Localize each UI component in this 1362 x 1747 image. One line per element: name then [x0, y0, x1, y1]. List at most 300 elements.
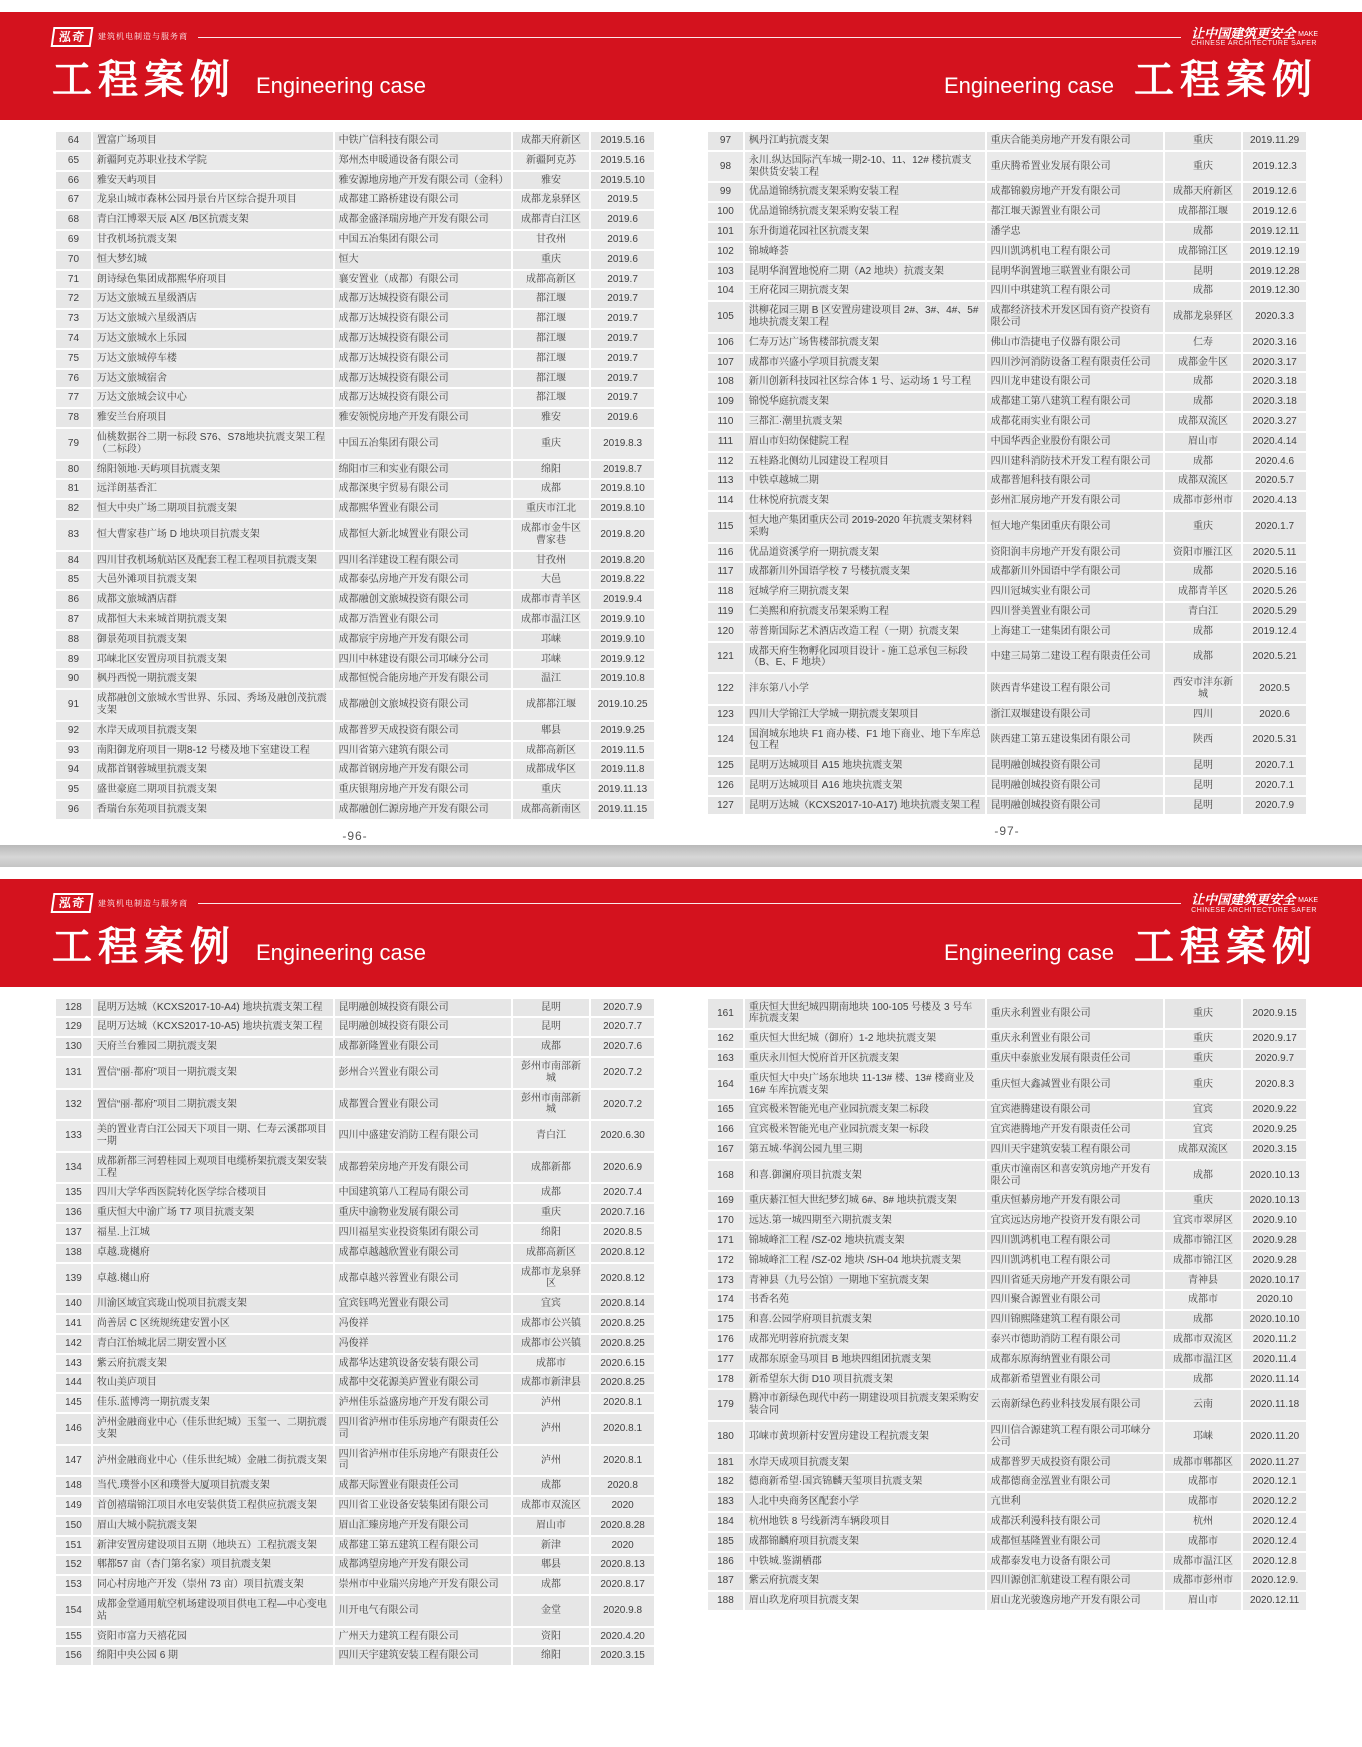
cell-project: 宜宾极米智能光电产业园抗震支架一标段	[745, 1121, 987, 1139]
engineering-case-table-left	[56, 997, 654, 1667]
cell-location: 重庆	[1165, 132, 1243, 150]
cell-company: 亢世利	[987, 1493, 1165, 1511]
cell-company: 成都中交花源美庐置业有限公司	[335, 1374, 513, 1392]
cell-location: 昆明	[1165, 777, 1243, 795]
cell-number: 100	[708, 203, 745, 221]
table-row	[708, 726, 1306, 756]
cell-project: 泸州金融商业中心（佳乐世纪城）金融二街抗震支架	[93, 1446, 335, 1476]
cell-project: 成都融创文旅城水雪世界、乐园、秀场及融创茂抗震支架	[93, 690, 335, 720]
table-row	[708, 334, 1306, 352]
table-row	[708, 1161, 1306, 1191]
slogan-cn-text: 让中国建筑更安全	[1191, 25, 1296, 41]
cell-project: 新希望东大街 D10 项目抗震支架	[745, 1371, 987, 1389]
table-row	[708, 1311, 1306, 1329]
cell-number: 120	[708, 623, 745, 641]
cell-project: 昆明万达城项目 A15 地块抗震支架	[745, 757, 987, 775]
cell-date: 2019.12.3	[1243, 152, 1306, 182]
cell-company: 成都卓越兴蓉置业有限公司	[335, 1264, 513, 1294]
cell-company: 重庆恒綦房地产开发有限公司	[987, 1192, 1165, 1210]
cell-location: 成都都江堰	[513, 690, 591, 720]
cell-company: 成都泰发电力设备有限公司	[987, 1553, 1165, 1571]
cell-number: 80	[56, 461, 93, 479]
table-row	[708, 1331, 1306, 1349]
cell-number: 123	[708, 706, 745, 724]
slogan-english: CHINESE ARCHITECTURE SAFER	[1191, 906, 1317, 914]
cell-date: 2020.6	[1243, 706, 1306, 724]
cell-number: 76	[56, 370, 93, 388]
cell-location: 重庆	[513, 429, 591, 459]
cell-number: 128	[56, 999, 93, 1017]
cell-number: 92	[56, 722, 93, 740]
cell-company: 成都万达城投资有限公司	[335, 350, 513, 368]
cell-number: 84	[56, 552, 93, 570]
cell-location: 温江	[513, 670, 591, 688]
cell-project: 杭州地铁 8 号线新湾车辆段项目	[745, 1513, 987, 1531]
cell-date: 2020.8.28	[591, 1517, 654, 1535]
cell-date: 2020.8.17	[591, 1576, 654, 1594]
cell-number: 180	[708, 1422, 745, 1452]
cell-location: 成都高新区	[513, 271, 591, 289]
cell-company: 成都置合置业有限公司	[335, 1090, 513, 1120]
cell-project: 朗诗绿色集团成都熙华府项目	[93, 271, 335, 289]
cell-date: 2019.7	[591, 370, 654, 388]
cell-number: 154	[56, 1596, 93, 1626]
cell-company: 四川中林建设有限公司邛崃分公司	[335, 651, 513, 669]
cell-date: 2020.4.20	[591, 1628, 654, 1646]
cell-location: 都江堰	[513, 370, 591, 388]
table-row	[708, 203, 1306, 221]
cell-date: 2020.7.6	[591, 1038, 654, 1056]
cell-location: 金堂	[513, 1596, 591, 1626]
cell-project: 盛世豪庭二期项目抗震支架	[93, 781, 335, 799]
cell-project: 甘孜机场抗震支架	[93, 231, 335, 249]
cell-number: 82	[56, 500, 93, 518]
table-row	[708, 623, 1306, 641]
table-row	[708, 1030, 1306, 1048]
cell-company: 四川凯鸿机电工程有限公司	[987, 243, 1165, 261]
cell-company: 四川省延天房地产开发有限公司	[987, 1272, 1165, 1290]
cell-company: 成都熙华置业有限公司	[335, 500, 513, 518]
cell-number: 144	[56, 1374, 93, 1392]
cell-project: 四川甘孜机场航站区及配套工程工程项目抗震支架	[93, 552, 335, 570]
brand-logo: 泓奇	[51, 893, 94, 913]
cell-location: 昆明	[1165, 797, 1243, 815]
cell-company: 成都新隆置业有限公司	[335, 1038, 513, 1056]
table-row	[56, 172, 654, 190]
table-row	[56, 611, 654, 629]
cell-location: 成都市温江区	[1165, 1553, 1243, 1571]
cell-company: 宜宾港腾建设有限公司	[987, 1101, 1165, 1119]
cell-project: 四川大学锦江大学城一期抗震支架项目	[745, 706, 987, 724]
table-row	[56, 722, 654, 740]
cell-date: 2020.4.13	[1243, 492, 1306, 510]
table-row	[56, 231, 654, 249]
cell-number: 77	[56, 389, 93, 407]
table-row	[708, 263, 1306, 281]
cell-company: 成都万达城投资有限公司	[335, 290, 513, 308]
table-column-page97	[708, 130, 1306, 845]
cell-location: 成都市彭州市	[1165, 1572, 1243, 1590]
header-band	[0, 879, 1362, 987]
table-row	[56, 461, 654, 479]
cell-number: 161	[708, 999, 745, 1029]
cell-company: 资阳润丰房地产开发有限公司	[987, 544, 1165, 562]
cell-date: 2020.11.18	[1243, 1390, 1306, 1420]
table-row	[56, 1355, 654, 1373]
cell-date: 2019.11.5	[591, 742, 654, 760]
cell-number: 165	[708, 1101, 745, 1119]
cell-date: 2019.9.12	[591, 651, 654, 669]
cell-number: 72	[56, 290, 93, 308]
cell-location: 大邑	[513, 571, 591, 589]
cell-company: 成都经济技术开发区国有资产投资有限公司	[987, 302, 1165, 332]
cell-location: 成都	[513, 1477, 591, 1495]
cell-company: 成都融创文旅城投资有限公司	[335, 690, 513, 720]
cell-number: 129	[56, 1018, 93, 1036]
cell-project: 万达文旅城停车楼	[93, 350, 335, 368]
cell-number: 174	[708, 1291, 745, 1309]
table-row	[56, 1537, 654, 1555]
cell-date: 2019.6	[591, 409, 654, 427]
cell-date: 2020.3.15	[1243, 1141, 1306, 1159]
slogan-english: CHINESE ARCHITECTURE SAFER	[1191, 40, 1317, 48]
cell-date: 2019.10.8	[591, 670, 654, 688]
cell-project: 五桂路北侧幼儿园建设工程项目	[745, 453, 987, 471]
cell-company: 成都东原海纳置业有限公司	[987, 1351, 1165, 1369]
cell-company: 广州天力建筑工程有限公司	[335, 1628, 513, 1646]
cell-project: 龙泉山城市森林公园丹景台片区综合提升项目	[93, 191, 335, 209]
cell-company: 四川誉美置业有限公司	[987, 603, 1165, 621]
cell-date: 2020.5	[1243, 674, 1306, 704]
cell-number: 125	[708, 757, 745, 775]
cell-project: 洪柳花园三期 B 区安置房建设项目 2#、3#、4#、5# 地块抗震支架工程	[745, 302, 987, 332]
cell-project: 仙桃数据谷二期一标段 S76、S78地块抗震支架工程（二标段）	[93, 429, 335, 459]
page-title-en: Engineering case	[943, 73, 1114, 98]
cell-date: 2020.8.14	[591, 1295, 654, 1313]
brand-slogan	[1191, 893, 1318, 914]
cell-project: 腾冲市新绿色现代中药一期建设项目抗震支架采购安装合同	[745, 1390, 987, 1420]
cell-date: 2020.10.10	[1243, 1311, 1306, 1329]
cell-date: 2020.3.3	[1243, 302, 1306, 332]
cell-company: 宜宾港腾地产开发有限责任公司	[987, 1121, 1165, 1139]
cell-location: 西安市沣东新城	[1165, 674, 1243, 704]
cell-number: 185	[708, 1533, 745, 1551]
table-row	[708, 1533, 1306, 1551]
table-row	[708, 1371, 1306, 1389]
cell-location: 重庆	[513, 251, 591, 269]
cell-number: 93	[56, 742, 93, 760]
cell-number: 147	[56, 1446, 93, 1476]
cell-company: 中国五冶集团有限公司	[335, 429, 513, 459]
cell-date: 2020.12.4	[1243, 1513, 1306, 1531]
table-row	[56, 211, 654, 229]
cell-location: 成都双流区	[1165, 1141, 1243, 1159]
cell-date: 2020.6.9	[591, 1153, 654, 1183]
cell-project: 成都市兴盛小学项目抗震支架	[745, 354, 987, 372]
cell-location: 都江堰	[513, 290, 591, 308]
cell-number: 116	[708, 544, 745, 562]
cell-location: 成都	[1165, 623, 1243, 641]
table-row	[56, 370, 654, 388]
cell-number: 162	[708, 1030, 745, 1048]
cell-date: 2020.4.14	[1243, 433, 1306, 451]
cell-date: 2019.8.3	[591, 429, 654, 459]
cell-location: 成都市彭州市	[1165, 492, 1243, 510]
table-row	[56, 310, 654, 328]
cell-date: 2020.3.18	[1243, 373, 1306, 391]
cell-company: 云南新绿色药业科技发展有限公司	[987, 1390, 1165, 1420]
table-row	[708, 373, 1306, 391]
cell-number: 172	[708, 1252, 745, 1270]
table-row	[708, 223, 1306, 241]
cell-company: 成都碧荣房地产开发有限公司	[335, 1153, 513, 1183]
cell-location: 成都	[513, 480, 591, 498]
table-row	[56, 761, 654, 779]
cell-number: 111	[708, 433, 745, 451]
cell-number: 108	[708, 373, 745, 391]
cell-company: 成都建工第五建筑工程有限公司	[335, 1537, 513, 1555]
cell-project: 仕林悦府抗震支架	[745, 492, 987, 510]
cell-number: 65	[56, 152, 93, 170]
cell-number: 114	[708, 492, 745, 510]
cell-date: 2019.9.25	[591, 722, 654, 740]
table-row	[708, 1390, 1306, 1420]
tables-area-spread1	[0, 120, 1362, 845]
header-rule	[198, 37, 1181, 38]
cell-project: 青白江怡城北居二期安置小区	[93, 1335, 335, 1353]
table-row	[56, 651, 654, 669]
cell-company: 四川信合源建筑工程有限公司邛崃分公司	[987, 1422, 1165, 1452]
cell-project: 绵阳中央公园 6 期	[93, 1647, 335, 1665]
cell-location: 成都	[513, 1576, 591, 1594]
cell-project: 青白江博翠天辰 A区 /B区抗震支架	[93, 211, 335, 229]
cell-location: 都江堰	[513, 310, 591, 328]
cell-project: 恒大中央广场二期项目抗震支架	[93, 500, 335, 518]
table-row	[708, 1454, 1306, 1472]
table-row	[708, 512, 1306, 542]
cell-project: 恒大梦幻城	[93, 251, 335, 269]
cell-number: 173	[708, 1272, 745, 1290]
cell-company: 成都金盛泽瑞房地产开发有限公司	[335, 211, 513, 229]
cell-location: 宜宾	[513, 1295, 591, 1313]
table-row	[56, 1018, 654, 1036]
table-row	[708, 1192, 1306, 1210]
cell-number: 170	[708, 1212, 745, 1230]
cell-date: 2020.7.1	[1243, 757, 1306, 775]
table-row	[56, 480, 654, 498]
cell-number: 106	[708, 334, 745, 352]
table-row	[708, 1513, 1306, 1531]
cell-location: 成都	[513, 1184, 591, 1202]
cell-company: 成都普罗天成投资有限公司	[987, 1454, 1165, 1472]
cell-location: 成都	[1165, 1311, 1243, 1329]
cell-project: 香瑞台东苑项目抗震支架	[93, 801, 335, 819]
cell-company: 雅安源地房地产开发有限公司（金科）	[335, 172, 513, 190]
cell-date: 2020.7.4	[591, 1184, 654, 1202]
table-row	[56, 1446, 654, 1476]
cell-date: 2019.12.11	[1243, 223, 1306, 241]
cell-company: 四川沙河消防设备工程有限责任公司	[987, 354, 1165, 372]
cell-location: 成都高新区	[513, 1244, 591, 1262]
table-row	[708, 797, 1306, 815]
cell-location: 彭州市南部新城	[513, 1090, 591, 1120]
cell-location: 成都市双流区	[513, 1497, 591, 1515]
cell-company: 四川建科消防技术开发工程有限公司	[987, 453, 1165, 471]
cell-project: 锦悦华庭抗震支架	[745, 393, 987, 411]
cell-company: 昆明融创城投资有限公司	[987, 777, 1165, 795]
cell-project: 成都文旅城酒店群	[93, 591, 335, 609]
slogan-chinese	[1191, 27, 1318, 41]
cell-number: 96	[56, 801, 93, 819]
cell-project: 水岸天成项目抗震支架	[93, 722, 335, 740]
cell-number: 184	[708, 1513, 745, 1531]
cell-date: 2020.9.28	[1243, 1252, 1306, 1270]
cell-date: 2019.12.28	[1243, 263, 1306, 281]
cell-number: 175	[708, 1311, 745, 1329]
table-row	[56, 1394, 654, 1412]
cell-number: 75	[56, 350, 93, 368]
cell-date: 2020.6.30	[591, 1121, 654, 1151]
cell-project: 万达文旅城五星级酒店	[93, 290, 335, 308]
slogan-cn-text: 让中国建筑更安全	[1191, 892, 1296, 908]
cell-number: 188	[708, 1592, 745, 1610]
cell-number: 119	[708, 603, 745, 621]
table-row	[56, 801, 654, 819]
cell-date: 2020.8.3	[1243, 1070, 1306, 1100]
cell-number: 179	[708, 1390, 745, 1420]
table-row	[56, 1224, 654, 1242]
table-row	[56, 690, 654, 720]
cell-project: 御景苑项目抗震支架	[93, 631, 335, 649]
cell-project: 优品道锦绣抗震支架采购安装工程	[745, 183, 987, 201]
table-row	[56, 552, 654, 570]
cell-project: 雅安天屿项目	[93, 172, 335, 190]
cell-location: 郫县	[513, 722, 591, 740]
cell-date: 2019.7	[591, 290, 654, 308]
cell-company: 浙江双堰建设有限公司	[987, 706, 1165, 724]
cell-company: 彭州汇展房地产开发有限公司	[987, 492, 1165, 510]
cell-number: 104	[708, 282, 745, 300]
cell-number: 68	[56, 211, 93, 229]
cell-date: 2019.7	[591, 310, 654, 328]
cell-project: 重庆恒大中央广场东地块 11-13# 楼、13# 楼商业及 16# 车库抗震支架	[745, 1070, 987, 1100]
cell-location: 成都双流区	[1165, 472, 1243, 490]
cell-date: 2020.5.11	[1243, 544, 1306, 562]
brand-slogan	[1191, 27, 1318, 48]
cell-number: 164	[708, 1070, 745, 1100]
table-row	[708, 453, 1306, 471]
cell-number: 66	[56, 172, 93, 190]
cell-company: 重庆市潼南区和喜安筑房地产开发有限公司	[987, 1161, 1165, 1191]
table-row	[708, 472, 1306, 490]
cell-location: 成都市温江区	[513, 611, 591, 629]
cell-number: 156	[56, 1647, 93, 1665]
cell-number: 83	[56, 520, 93, 550]
cell-date: 2019.8.10	[591, 500, 654, 518]
cell-company: 恒大地产集团重庆有限公司	[987, 512, 1165, 542]
cell-date: 2020.7.2	[591, 1058, 654, 1088]
cell-location: 成都	[1165, 393, 1243, 411]
cell-project: 蒂普斯国际艺术酒店改造工程（一期）抗震支架	[745, 623, 987, 641]
cell-date: 2020.11.14	[1243, 1371, 1306, 1389]
cell-number: 168	[708, 1161, 745, 1191]
table-row	[708, 413, 1306, 431]
cell-company: 成都新川外国语中学有限公司	[987, 563, 1165, 581]
table-row	[708, 1141, 1306, 1159]
cell-location: 重庆	[1165, 512, 1243, 542]
cell-location: 成都市锦江区	[1165, 1252, 1243, 1270]
page-title-right	[943, 924, 1318, 969]
cell-number: 134	[56, 1153, 93, 1183]
cell-company: 重庆永利置业有限公司	[987, 999, 1165, 1029]
cell-number: 118	[708, 583, 745, 601]
cell-location: 眉山市	[1165, 1592, 1243, 1610]
cell-company: 宜宾钰鸣光置业有限公司	[335, 1295, 513, 1313]
table-row	[56, 251, 654, 269]
cell-location: 成都成华区	[513, 761, 591, 779]
cell-company: 昆明融创城投资有限公司	[335, 1018, 513, 1036]
cell-number: 146	[56, 1414, 93, 1444]
cell-location: 重庆	[1165, 1030, 1243, 1048]
cell-location: 重庆	[1165, 1050, 1243, 1068]
cell-company: 成都华达建筑设备安装有限公司	[335, 1355, 513, 1373]
cell-location: 重庆	[1165, 152, 1243, 182]
cell-company: 重庆永利置业有限公司	[987, 1030, 1165, 1048]
table-row	[56, 1121, 654, 1151]
cell-location: 都江堰	[513, 330, 591, 348]
table-row	[56, 1497, 654, 1515]
cell-company: 四川聚合源置业有限公司	[987, 1291, 1165, 1309]
cell-company: 四川凯鸿机电工程有限公司	[987, 1252, 1165, 1270]
cell-project: 锦城峰荟	[745, 243, 987, 261]
cell-number: 137	[56, 1224, 93, 1242]
cell-location: 泸州	[513, 1446, 591, 1476]
cell-company: 雅安领悦房地产开发有限公司	[335, 409, 513, 427]
cell-company: 彭州合兴置业有限公司	[335, 1058, 513, 1088]
cell-date: 2020.3.18	[1243, 393, 1306, 411]
cell-location: 昆明	[1165, 757, 1243, 775]
cell-number: 103	[708, 263, 745, 281]
brand-tagline: 建筑机电制造与服务商	[98, 32, 189, 42]
table-row	[708, 433, 1306, 451]
cell-project: 重庆恒大世纪城（御府）1-2 地块抗震支架	[745, 1030, 987, 1048]
cell-date: 2019.8.22	[591, 571, 654, 589]
cell-company: 成都建工路桥建设有限公司	[335, 191, 513, 209]
table-row	[56, 742, 654, 760]
cell-location: 成都高新南区	[513, 801, 591, 819]
table-row	[56, 781, 654, 799]
table-row	[56, 1315, 654, 1333]
cell-project: 水岸天成项目抗震支架	[745, 1454, 987, 1472]
table-row	[56, 1374, 654, 1392]
cell-date: 2019.9.10	[591, 631, 654, 649]
cell-number: 166	[708, 1121, 745, 1139]
cell-date: 2019.6	[591, 251, 654, 269]
cell-location: 成都新都	[513, 1153, 591, 1183]
cell-project: 成都新都三河碧桂园上观项目电缆桥架抗震支架安装工程	[93, 1153, 335, 1183]
cell-company: 四川省泸州市佳乐房地产有限责任公司	[335, 1446, 513, 1476]
cell-company: 冯俊祥	[335, 1315, 513, 1333]
cell-date: 2020.3.16	[1243, 334, 1306, 352]
table-row	[708, 354, 1306, 372]
cell-number: 101	[708, 223, 745, 241]
brand-logo-group	[52, 893, 188, 913]
cell-number: 78	[56, 409, 93, 427]
table-row	[56, 1517, 654, 1535]
cell-date: 2020.10.13	[1243, 1161, 1306, 1191]
cell-project: 置信“丽·都府”项目二期抗震支架	[93, 1090, 335, 1120]
cell-location: 成都市锦江区	[1165, 1232, 1243, 1250]
